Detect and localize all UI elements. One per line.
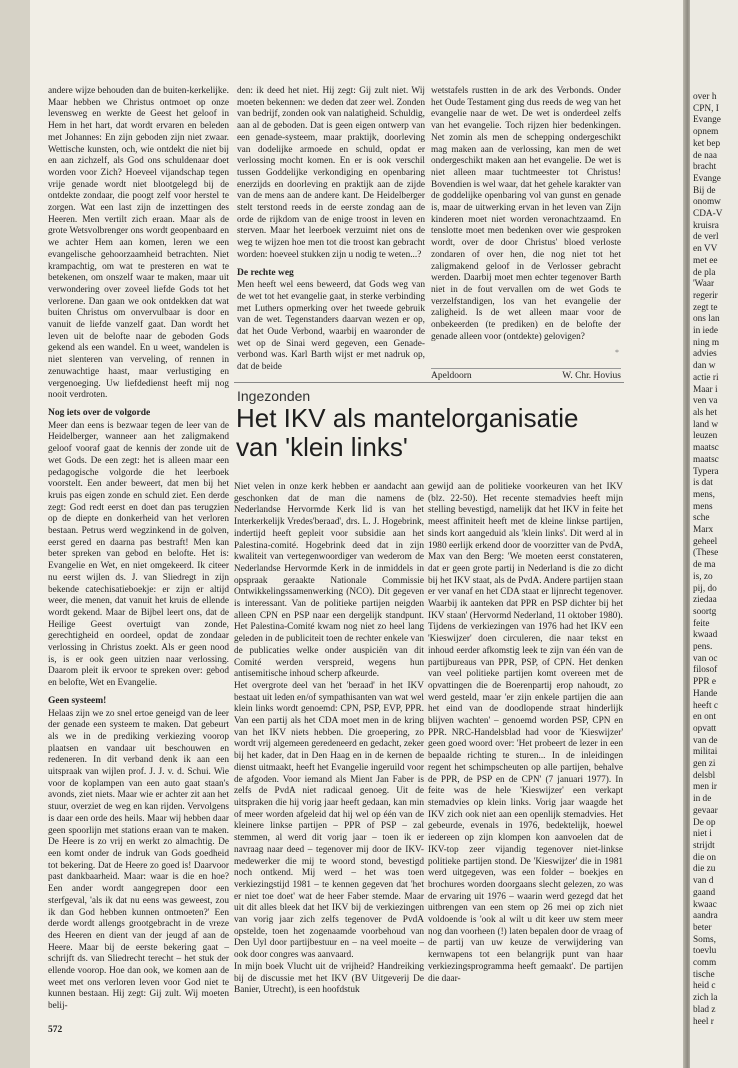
next-page-fragment: beter	[693, 922, 712, 933]
body-paragraph: wetstafels rustten in de ark des Verbonds. Onder het Oude Testament ging dus reeds de weg van het evangelie naar de wet. De wet is onderdeel zelfs van het evangelie. Toch rijzen hier bedenkingen. Net zomin als men de schepping ondergeschikt mag maken aan de verlossing, kan men de wet ondergeschikt maken aan het evangelie. De wet is niet alleen maar tuchtmeester tot Christus! Bovendien is wel waar, dat het gehele karakter van de goddelijke openbaring vol van gunst en genade is, maar de uitwerking ervan in het leven van Zijn kinderen moet niet worden veronachtzaamd. En tenslotte moet men bedenken over wie gesproken wordt, over de door Christus' bloed verloste zondaren of over hen, die nog niet tot het zaligmakend geloof in de Verlosser gebracht werden. Daarbij moet men echter tegenover Barth niet in de fout vervallen om de wet Gods te verzelfstandigen, los van het evangelie der zaligheid. Is de wet alleen maar voor de onbekeerden (te prediken) en de belofte der genade alleen voor (ontdekte) gelovigen?	[431, 86, 621, 342]
page-number: 572	[48, 1025, 63, 1035]
next-page-fragment: ket bep	[693, 138, 721, 149]
next-page-fragment: feite	[693, 618, 710, 629]
next-page-fragment: PPR e	[693, 677, 716, 688]
column-1	[48, 86, 229, 1012]
next-page-fragment: gevaar	[693, 805, 718, 816]
next-page-fragment: die zu	[693, 864, 716, 875]
next-page-fragment: zich la	[693, 993, 718, 1004]
next-page-fragment: opnem	[693, 127, 719, 138]
next-page-fragment: in iede	[693, 326, 719, 337]
next-page-fragment: zegt te	[693, 302, 718, 313]
next-page-fragment: blad z	[693, 1004, 716, 1015]
next-page-fragment: kwaad	[693, 630, 718, 641]
next-page-fragment: gaand	[693, 887, 716, 898]
next-page-fragment: geheel	[693, 536, 718, 547]
body-paragraph: Men heeft wel eens beweerd, dat Gods weg van de wet tot het evangelie gaat, in sterke verbinding met Luthers opmerking over het tweede gebruik van de wet. Tegenstanders daarvan wezen er op, dat het Oude Verbond, waarbij en waaronder de wet op de Sinai werd gegeven, een Genade-verbond was. Karl Barth wijst er met nadruk op, dat de beide	[237, 280, 425, 373]
next-page-fragment: actie ri	[693, 372, 719, 383]
next-page-fragment: mens	[693, 501, 713, 512]
next-page-fragment: men ir	[693, 782, 718, 793]
section-heading: Geen systeem!	[48, 695, 107, 706]
body-paragraph: gewijd aan de politieke voorkeuren van het IKV (blz. 22-50). Het recente stemadvies heeft mijn stelling bevestigd, namelijk dat het IKV in feite het meest affiniteit heeft met de kleine linkse partijen, sinds kort aangeduid als 'klein links'. Dit werd al in 1980 eerlijk erkend door de voorzitter van de PvdA, Max van den Berg: 'We moeten eerst constateren, dat er geen grote partij in Nederland is die zo dicht bij het IKV staat, als de PvdA. Andere partijen staan er ver vanaf en het CDA staat er lijnrecht tegenover. Waarbij ik aanteken dat PPR en PSP dichter bij het IKV staan' (Hervormd Nederland, 11 oktober 1980).	[428, 482, 623, 621]
next-page-fragment: pens.	[693, 642, 713, 653]
next-page-fragment: van oc	[693, 653, 718, 664]
next-page-fragment: kruisra	[693, 220, 719, 231]
next-page-fragment: van d	[693, 876, 714, 887]
next-page-fragment: Hande	[693, 688, 718, 699]
body-paragraph: andere wijze behouden dan de buiten-kerkelijke. Maar hebben we Christus ontmoet op onze levensweg en werkte de Geest het geloof in Hem in het hart, dat wordt ervaren en beleden met Johannes: En zijn geboden zijn niet zwaar. Wettische kunsten, och, wie ontdekt die niet bij en aan zichzelf, als God ons schuldenaar doet worden voor Zich? Hoeveel vijandschap tegen vrije genade wordt niet blootgelegd bij de ontdekte zondaar, die poogt zelf voor herstel te zorgen. Wat een last zijn de inzettingen des Heeren. Men vertilt zich eraan. Maar als de grote Wetsvolbrenger ons wordt geopenbaard en we achter Hem aan komen, leren we een evangelische gehoorzaamheid betrachten. Niet krampachtig, om wat te presteren en wat te betekenen, om onszelf waar te maken, maar uit verwondering over zoveel liefde Gods tot het verlorene. Dan gaan we ook ontdekken dat wat buiten Christus om onvervulbaar is door en vanuit de liefde vanzelf gaat. Dan wordt het leven uit de belofte naar de geboden Gods gekend als een wandel. En u weet, wandelen is niet slenteren van verveling, of rennen in zenuwachtige haast, maar verlustiging en vergenoeging. Uw liefdedienst heeft mij nog nooit verdroten.	[48, 86, 229, 401]
next-page-fragment: ven va	[693, 396, 718, 407]
next-page-fragment: comm	[693, 958, 717, 969]
next-page-fragment: filosof	[693, 665, 718, 676]
next-page-edge	[690, 0, 738, 1068]
next-page-fragment: militai	[693, 747, 718, 758]
next-page-fragment: en ont	[693, 712, 716, 723]
next-page-fragment: de naa	[693, 150, 718, 161]
next-page-fragment: Typera	[693, 466, 719, 477]
next-page-fragment: Evange	[693, 115, 721, 126]
next-page-fragment: CDA-V	[693, 209, 723, 220]
next-page-fragment: toevlu	[693, 946, 717, 957]
next-page-fragment: die on	[693, 852, 716, 863]
next-page-fragment: opvatt	[693, 723, 717, 734]
next-page-fragment: niet i	[693, 829, 712, 840]
column-4	[234, 482, 424, 1018]
next-page-fragment: als het	[693, 407, 718, 418]
next-page-fragment: De op	[693, 817, 716, 828]
next-page-fragment: sche	[693, 513, 710, 524]
next-page-fragment: in de	[693, 794, 712, 805]
next-page-fragment: aandra	[693, 911, 718, 922]
signature-line	[431, 368, 621, 381]
next-page-fragment: ons lan	[693, 314, 720, 325]
next-page-fragment: pij, do	[693, 583, 717, 594]
next-page-fragment: van de	[693, 735, 718, 746]
body-paragraph: Meer dan eens is bezwaar tegen de leer van de Heidelberger, wanneer aan het zaligmakend geloof vooraf gaat de kennis der zonde uit de wet Gods. De een zegt: het is alleen maar een pedagogische volgorde die het leerboek voorstelt. Een ander beweert, dat men bij het kruis pas eigen zonde en schuld ziet. Een derde zegt: God redt eerst en doet dan pas terugzien op de diepte en donkerheid van het verloren bestaan. Petrus werd wegzinkend in de golven, eerst gered en daarna pas bestraft! Men kan beter spreken van gebod en belofte. Het is: Evangelie en Wet, en niet omgekeerd. Ik citeer nu eerst wijlen ds. J. van Sliedregt in zijn bekende catechisatieboekje: er zijn er altijd weer, die menen, dat vanuit het kruis de ellende wordt gekend. Maar de Bijbel leert ons, dat de Heilige Geest overtuigt van zonde, gerechtigheid en oordeel, opdat de zondaar verlossing in Christus zoekt. Als er geen nood is, is er ook geen uitzien naar verlossing. Daarom pleit ik ervoor te spreken over: gebod en belofte, Wet en Evangelie.	[48, 420, 229, 689]
next-page-fragment: dan w	[693, 361, 716, 372]
next-page-fragment: over h	[693, 92, 717, 102]
article-headline: Het IKV als mantelorganisatie van 'klein links'	[236, 403, 579, 462]
next-page-fragment: ning m	[693, 337, 720, 348]
next-page-fragment: advies	[693, 349, 717, 360]
next-page-fragment: maatsc	[693, 454, 719, 465]
next-page-fragment: mens,	[693, 489, 715, 500]
next-page-fragment: met ee	[693, 255, 718, 266]
next-page-fragment: (These	[693, 548, 719, 559]
body-paragraph: Het overgrote deel van het 'beraad' in het IKV bestaat uit leden en/of sympathisanten van wat wel klein links wordt genoemd: CPN, PSP, EVP, PPR. Van een partij als het CDA moet men in de kring van het IKV niets hebben. Die groepering, zo wordt vrij algemeen geredeneerd en gedacht, zeker bij het kader, dat in Den Haag en in de kernen de dienst uitmaakt, heeft het Evangelie ingeruild voor de afgoden. Voor iemand als Mient Jan Faber is zelfs de PvdA niet radicaal genoeg. Uit de uitspraken die hij vorig jaar heeft gedaan, kan min of meer worden afgeleid dat hij wel op één van de kleinere linkse partijen – PPR of PSP – zal stemmen, al werd dit vorig jaar – toen ik er navraag naar deed – tegenover mij door de IKV-medewerker die mij te woord stond, bevestigd noch ontkend. Mij werd – het was toen verkiezingstijd 1981 – te kennen gegeven dat 'het er niet toe doet' wat de heer Faber stemde. Maar uit dit alles bleek dat het IKV bij de verkiezingen van vorig jaar zich zelfs tegenover de PvdA opstelde, toen het zogenaamde voorbehoud van Den Uyl door partijbestuur en – na veel moeite – ook door congres was aanvaard.	[234, 680, 424, 961]
next-page-fragment: bracht	[693, 162, 717, 173]
next-page-fragment: Marx	[693, 525, 714, 536]
next-page-fragment: delsbl	[693, 770, 716, 781]
signature-place: Apeldoorn	[431, 371, 472, 381]
article-divider	[234, 382, 624, 383]
body-paragraph: Tijdens de verkiezingen van 1976 had het IKV een 'Kieswijzer' doen circuleren, die naar tekst en inhoud eerder afkomstig leek te zijn van één van de partijbureaus van PPR, PSP, of CPN. Het denken van veel politieke partijen komt overeen met de opvattingen die de Boerenpartij erop nahoudt, zo werd gesteld, maar 'er zijn enkele partijen die aan het eind van de doodlopende straat hinderlijk blijven wachten' – genoemd worden PSP, CPN en PPR. NRC-Handelsblad had voor de 'Kieswijzer' geen goed woord over: 'Het probeert de lezer in een bepaalde richting te sturen... In de inleidingen regent het schimpscheuten op alle partijen, behalve de PPR, de PSP en de CPN' (7 januari 1977). In feite was de hele 'Kieswijzer' een verkapt stemadvies op klein links. Vorig jaar waagde het IKV zich ook niet aan een openlijk stemadvies. Het gebeurde, evenals in 1976, bedektelijk, hoewel iedereen op zijn klompen kon aanvoelen dat de IKV-top zeer vijandig tegenover niet-linkse politieke partijen stond. De 'Kieswijzer' die in 1981 werd uitgegeven, was een folder – boekjes en brochures worden doorgaans slecht gelezen, zo was de ervaring uit 1976 – waarin werd gezegd dat het uitbrengen van een stem op 26 mei op zich niet voldoende is 'ook al wilt u dit keer uw stem meer nog dan voorheen (!) laten bepalen door de vraag of de partij van uw keuze de verwijdering van kernwapens tot een belangrijk punt van haar verkiezingsprogramma heeft gemaakt'. De partijen die daar-	[428, 622, 623, 984]
section-heading: Nog iets over de volgorde	[48, 407, 151, 418]
asterisk-mark: *	[615, 348, 619, 357]
next-page-fragment: de verl	[693, 232, 719, 243]
next-page-fragment: Maar i	[693, 384, 718, 395]
next-page-fragment: 'Waar	[693, 279, 715, 290]
next-page-fragment: en VV	[693, 244, 718, 255]
next-page-fragment: strijdt	[693, 841, 715, 851]
next-page-fragment: heid c	[693, 981, 716, 992]
next-page-fragment: Soms,	[693, 934, 716, 945]
next-page-fragment: land w	[693, 419, 719, 430]
section-heading: De rechte weg	[237, 267, 294, 278]
next-page-fragment: gen zi	[693, 759, 716, 770]
next-page-fragment: is dat	[693, 478, 713, 489]
next-page-fragment: tische	[693, 969, 715, 980]
article-kicker: Ingezonden	[237, 388, 311, 404]
next-page-fragment: CPN, I	[693, 103, 719, 114]
next-page-fragment: is, zo	[693, 571, 713, 582]
body-paragraph: den: ik deed het niet. Hij zegt: Gij zult niet. Wij moeten bekennen: we deden dat zeer wel. Zonden van bedrijf, zonden ook van nalatigheid. Schuldig, aan al de geboden. Dat is geen eigen ontwerp van een genade-systeem, maar praktijk, doorleving van dodelijke armoede en schuld, opdat er verlossing mocht komen. En er is ook verschil tussen Goddelijke verkondiging en openbaring enerzijds en doorleving en praktijk aan de zijde van de mens aan de andere kant. De Heidelberger stelt terstond reeds in de eerste zondag aan de orde de rijkdom van de enige troost in leven en sterven. Maar het leerboek verzuimt niet ons de weg te wijzen hoe men tot die troost kan gebracht worden: hoeveel stukken zijn u nodig te weten...?	[237, 86, 425, 260]
next-page-fragment: kwaac	[693, 899, 717, 910]
next-page-fragment: de pla	[693, 267, 716, 278]
column-2	[237, 86, 425, 374]
signature-author: W. Chr. Hovius	[562, 371, 621, 381]
next-page-fragment: Evange	[693, 173, 721, 184]
next-page-fragment: leuzen	[693, 431, 718, 442]
next-page-fragment: soortg	[693, 606, 717, 617]
next-page-fragment: de ma	[693, 560, 716, 571]
next-page-fragment: ziedaa	[693, 595, 717, 606]
body-paragraph: Helaas zijn we zo snel ertoe geneigd van de leer der genade een systeem te maken. Dat gebeurt als we in de prediking verkiezing voorop plaatsen en vandaar uit beschouwen en redeneren. In dit verband denk ik aan een uitspraak van wijlen prof. J. J. v. d. Schui. Wie voor de koplampen van een auto gaat staan's avonds, ziet niets. Maar wie er achter zit aan het stuur, overziet de weg en kan rijden. Vervolgens is daar een orde des heils. Maar wij hebben daar geen spoorlijn met stations eraan van te maken. De Heere is zo vrij en werkt zo almachtig. De een komt onder de indruk van Gods goedheid tot bekering. Dat de Heere zo goed is! Daarvoor past dankbaarheid. Maar: waar is die en hoe? Een ander wordt aangegrepen door een sterfgeval, 'als ik dat nu eens was geweest, zou ik dan God hebben kunnen ontmoeten?' Een derde wordt allengs grootgebracht in de vreze des Heeren en dient van der jeugd af aan de Heere. Maar bij de eerste bekering gaat – schrijft ds. van Sliedrecht terecht – het stuk der ellende voorop. Hoe dan ook, we komen aan de weet met ons verloren leven voor God niet te kunnen bestaan. Hij zegt: Gij zult. Wij moeten belij-	[48, 708, 229, 1012]
next-page-fragment: onomw	[693, 197, 721, 208]
column-3	[431, 86, 621, 364]
column-5	[428, 482, 623, 1018]
next-page-fragment: Bij de	[693, 185, 716, 196]
next-page-fragment: heeft c	[693, 700, 719, 711]
next-page-fragment: heel r	[693, 1016, 714, 1027]
next-page-fragment: regerir	[693, 290, 718, 301]
next-page-fragment: maatsc	[693, 443, 719, 454]
body-paragraph: In mijn boek Vlucht uit de vrijheid? Handreiking bij de discussie met het IKV (BV Uitgeverij De Banier, Utrecht), is een hoofdstuk	[234, 961, 424, 996]
body-paragraph: Niet velen in onze kerk hebben er aandacht aan geschonken dat de man die namens de Nederlandse Hervormde Kerk lid is van het Interkerkelijk Vredes'beraad', drs. L. J. Hogebrink, indertijd heeft gepleit voor subsidie aan het Palestina-comité. Hogebrink deed dat in zijn kwaliteit van vertegenwoordiger van wederom de Nederlandse Hervormde Kerk in de inmiddels in opspraak geraakte Nationale Commissie Ontwikkelingssamenwerking (NCO). Dit gegeven is interessant. Van de politieke partijen neigden alleen CPN en PSP naar een dergelijk standpunt. Het Palestina-Comité kwam nog niet zo heel lang geleden in de publiciteit toen de rechter enkele van de publicaties welke onder auspiciën van dit Comité werden verspreid, wegens hun antisemitische inhoud scherp afkeurde.	[234, 482, 424, 680]
